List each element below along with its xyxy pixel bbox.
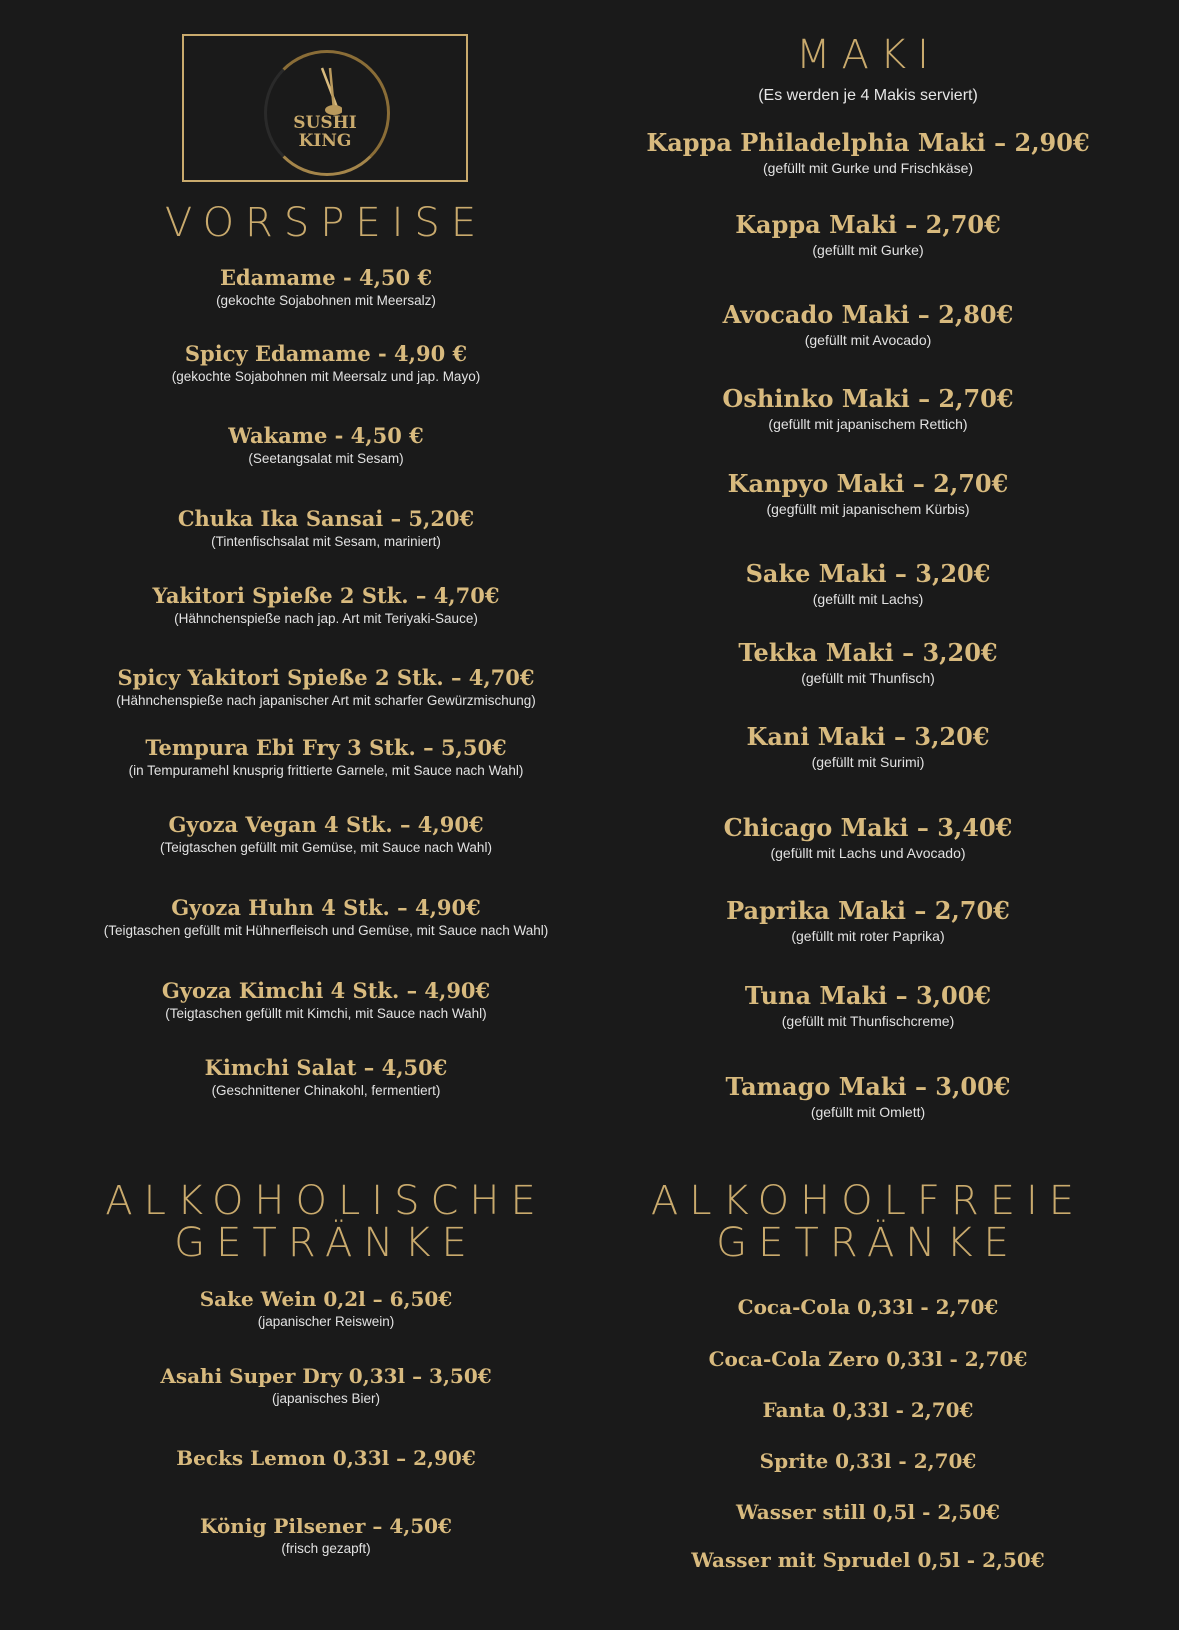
item-name: Becks Lemon 0,33l – 2,90€ (176, 1446, 476, 1470)
item-name: Chicago Maki – 3,40€ (723, 813, 1013, 842)
alkoholisch-item (76, 1286, 576, 1331)
item-name: Tempura Ebi Fry 3 Stk. – 5,50€ (145, 735, 507, 760)
alkoholfrei-heading-line1: ALKOHOLFREIE (650, 1178, 1086, 1224)
item-desc: (Tintenfischsalat mit Sesam, mariniert) (211, 534, 441, 549)
item-desc: (gekochte Sojabohnen mit Meersalz und jap. Mayo) (171, 369, 481, 384)
item-name: Asahi Super Dry 0,33l – 3,50€ (160, 1364, 492, 1388)
maki-item (618, 722, 1118, 771)
item-name: Gyoza Huhn 4 Stk. – 4,90€ (171, 895, 481, 920)
vorspeise-item (76, 265, 576, 310)
item-name: Coca-Cola 0,33l - 2,70€ (737, 1295, 999, 1319)
item-desc: (japanisches Bier) (271, 1391, 381, 1406)
vorspeise-item (76, 895, 576, 940)
item-desc: (gefüllt mit Gurke) (812, 242, 924, 258)
alkoholisch-item (76, 1445, 576, 1471)
item-name: Yakitori Spieße 2 Stk. – 4,70€ (152, 583, 500, 608)
alkoholfrei-item (618, 1497, 1118, 1527)
maki-item (618, 559, 1118, 608)
item-name: Kanpyo Maki – 2,70€ (727, 469, 1009, 498)
item-desc: (gegfüllt mit japanischem Kürbis) (766, 501, 970, 517)
maki-item (618, 896, 1118, 945)
item-name: Kimchi Salat – 4,50€ (204, 1055, 448, 1080)
item-name: Wasser still 0,5l - 2,50€ (736, 1500, 1000, 1524)
logo (182, 34, 468, 182)
maki-item (618, 128, 1118, 177)
item-name: Gyoza Kimchi 4 Stk. – 4,90€ (161, 978, 491, 1003)
alkoholfrei-item (618, 1545, 1118, 1575)
maki-note: (Es werden je 4 Makis serviert) (758, 87, 978, 104)
item-desc: (in Tempuramehl knusprig frittierte Garnele, mit Sauce nach Wahl) (128, 763, 524, 778)
maki-item (618, 813, 1118, 862)
item-name: Kappa Maki – 2,70€ (735, 210, 1001, 239)
item-desc: (Teigtaschen gefüllt mit Hühnerfleisch und Gemüse, mit Sauce nach Wahl) (103, 923, 549, 938)
logo-line2: KING (298, 131, 352, 151)
item-name: Edamame - 4,50 € (219, 265, 433, 290)
item-name: Tuna Maki – 3,00€ (744, 981, 992, 1010)
alkoholfrei-item (618, 1446, 1118, 1476)
item-name: Kani Maki – 3,20€ (746, 722, 990, 751)
alkoholisch-heading-line2: GETRÄNKE (174, 1220, 478, 1266)
item-name: Sake Maki – 3,20€ (745, 559, 991, 588)
maki-item (618, 300, 1118, 349)
item-name: Spicy Yakitori Spieße 2 Stk. – 4,70€ (117, 665, 535, 690)
item-desc: (gefüllt mit Avocado) (804, 332, 932, 348)
item-name: Tekka Maki – 3,20€ (738, 638, 998, 667)
vorspeise-item (76, 341, 576, 386)
maki-item (618, 1072, 1118, 1121)
item-name: Gyoza Vegan 4 Stk. – 4,90€ (168, 812, 484, 837)
item-desc: (gekochte Sojabohnen mit Meersalz) (216, 293, 436, 308)
alkoholfrei-item (618, 1344, 1118, 1374)
item-name: Spicy Edamame - 4,90 € (184, 341, 468, 366)
alkoholisch-heading-line1: ALKOHOLISCHE (105, 1178, 547, 1224)
alkoholisch-item (76, 1363, 576, 1408)
item-name: Wakame - 4,50 € (228, 423, 424, 448)
item-desc: (gefüllt mit Lachs) (812, 591, 924, 607)
maki-item (618, 469, 1118, 518)
logo-text (184, 114, 466, 150)
vorspeise-item (76, 423, 576, 468)
alkoholfrei-item (618, 1395, 1118, 1425)
vorspeise-item (76, 583, 576, 628)
item-name: Kappa Philadelphia Maki – 2,90€ (646, 128, 1090, 157)
item-desc: (japanischer Reiswein) (257, 1314, 395, 1329)
item-desc: (gefüllt mit japanischem Rettich) (768, 416, 968, 432)
item-desc: (Seetangsalat mit Sesam) (248, 451, 404, 466)
item-desc: (gefüllt mit Thunfisch) (801, 670, 935, 686)
maki-item (618, 210, 1118, 259)
item-desc: (gefüllt mit Gurke und Frischkäse) (762, 160, 974, 176)
item-name: Sprite 0,33l - 2,70€ (759, 1449, 977, 1473)
alkoholisch-item (76, 1513, 576, 1558)
item-name: König Pilsener – 4,50€ (200, 1514, 452, 1538)
item-name: Sake Wein 0,2l – 6,50€ (199, 1287, 453, 1311)
item-name: Fanta 0,33l - 2,70€ (762, 1398, 974, 1422)
item-desc: (frisch gezapft) (281, 1541, 371, 1556)
logo-line1: SUSHI (293, 113, 357, 133)
item-name: Avocado Maki – 2,80€ (722, 300, 1014, 329)
item-desc: (Geschnittener Chinakohl, fermentiert) (211, 1083, 441, 1098)
item-desc: (Teigtaschen gefüllt mit Gemüse, mit Sauce nach Wahl) (160, 840, 492, 855)
alkoholfrei-item (618, 1292, 1118, 1322)
item-name: Wasser mit Sprudel 0,5l - 2,50€ (691, 1548, 1045, 1572)
item-desc: (gefüllt mit roter Paprika) (791, 928, 945, 944)
item-desc: (Hähnchenspieße nach jap. Art mit Teriyaki-Sauce) (174, 611, 478, 626)
vorspeise-heading: VORSPEISE (164, 200, 488, 246)
maki-item (618, 981, 1118, 1030)
chopsticks-icon (320, 66, 342, 116)
vorspeise-item (76, 812, 576, 857)
item-desc: (gefüllt mit Thunfischcreme) (781, 1013, 955, 1029)
maki-heading: MAKI (796, 32, 940, 78)
item-name: Coca-Cola Zero 0,33l - 2,70€ (708, 1347, 1028, 1371)
item-name: Chuka Ika Sansai – 5,20€ (177, 506, 475, 531)
vorspeise-item (76, 978, 576, 1023)
vorspeise-item (76, 506, 576, 551)
item-desc: (Hähnchenspieße nach japanischer Art mit scharfer Gewürzmischung) (116, 693, 536, 708)
maki-item (618, 384, 1118, 433)
vorspeise-item (76, 665, 576, 710)
alkoholfrei-heading-line2: GETRÄNKE (716, 1220, 1020, 1266)
item-desc: (gefüllt mit Surimi) (811, 754, 925, 770)
vorspeise-item (76, 1055, 576, 1100)
item-name: Tamago Maki – 3,00€ (725, 1072, 1011, 1101)
item-name: Paprika Maki – 2,70€ (726, 896, 1010, 925)
maki-item (618, 638, 1118, 687)
item-desc: (gefüllt mit Lachs und Avocado) (770, 845, 966, 861)
item-desc: (Teigtaschen gefüllt mit Kimchi, mit Sauce nach Wahl) (165, 1006, 487, 1021)
item-desc: (gefüllt mit Omlett) (810, 1104, 926, 1120)
vorspeise-item (76, 735, 576, 780)
item-name: Oshinko Maki – 2,70€ (722, 384, 1014, 413)
